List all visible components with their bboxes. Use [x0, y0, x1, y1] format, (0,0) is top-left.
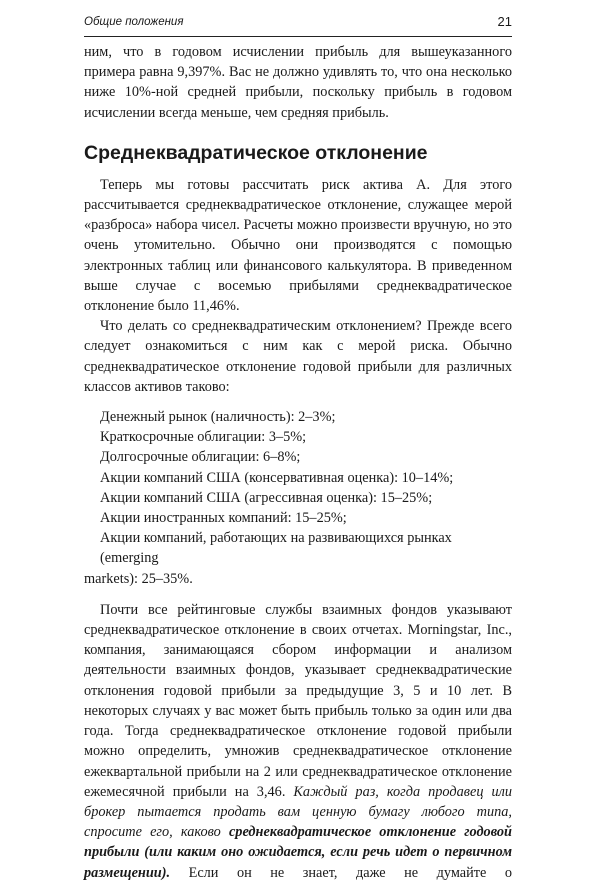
section-title: Общие положения — [84, 16, 184, 28]
section-heading: Среднеквадратическое отклонение — [84, 141, 428, 164]
list-item: Акции иностранных компаний: 15–25%; — [100, 510, 347, 527]
list-item: Краткосрочные облигации: 3–5%; — [100, 429, 307, 446]
page-body — [84, 42, 512, 883]
page-number: 21 — [497, 14, 512, 29]
list-item-continuation: markets): 25–35%. — [84, 570, 193, 587]
emphasis-bold-text: среднеквадратическое отклонение годовой прибыли (или каким оно ожидается, если речь идет о первичном размещении). — [84, 824, 513, 881]
paragraph-risk: Теперь мы готовы рассчитать риск актива А. Для этого рассчитывается среднеквадратическое отклонение, служащее мерой «разброса» набора чисел. Расчеты можно произвести вручную, но это очень утомительно. Обычно они производятся с помощью электронных таблиц или финансового калькулятора. В приведенном выше случае с восемью прибылями среднеквадратическое отклонение было 11,46%. — [84, 176, 512, 315]
list-item: Долгосрочные облигации: 6–8%; — [100, 449, 301, 466]
asset-class-list — [84, 407, 512, 589]
ratings-text: Почти все рейтинговые службы взаимных фондов указывают среднеквадратическое отклонение в своих отчетах. Morningstar, Inc., компания, занимающаяся сбором информации и анализом деятельности взаимных фондов, указывает среднеквадратические отклонения годовой прибыли за предыдущие 3, 5 и 10 лет. В некоторых случаях у вас может быть прибыль только за один или два года. Тогда среднеквадратическое отклонение годовой прибыли можно определить, умножив среднеквадратическое отклонение ежеквартальной прибыли на 2 или среднеквадратическое отклонение ежемесячной прибыли на 3,46. — [84, 601, 512, 800]
list-item: Акции компаний США (консервативная оценка): 10–14%; — [100, 469, 454, 486]
ratings-tail: Если он не знает, даже не думайте о — [188, 864, 512, 881]
list-item: Акции компаний США (агрессивная оценка): 15–25%; — [100, 489, 433, 506]
list-item: Акции компаний, работающих на развивающихся рынках (emerging — [100, 530, 452, 567]
emphasis-text: Каждый раз, когда продавец или брокер пытается продать вам ценную бумагу любого типа, спросите его, каково — [84, 783, 513, 841]
list-item: Денежный рынок (наличность): 2–3%; — [100, 409, 336, 426]
running-header — [84, 14, 512, 37]
paragraph-ratings — [84, 600, 512, 883]
intro-paragraph: ним, что в годовом исчислении прибыль для вышеуказанного примера равна 9,397%. Вас не должно удивлять то, что она несколько ниже 10%-ной средней прибыли, поскольку прибыль в годовом исчислении всегда меньше, чем средняя прибыль. — [84, 44, 512, 121]
paragraph-usage: Что делать со среднеквадратическим отклонением? Прежде всего следует ознакомиться с ним как с мерой риска. Обычно среднеквадратическое отклонение годовой прибыли для различных классов активов таково: — [84, 318, 512, 395]
